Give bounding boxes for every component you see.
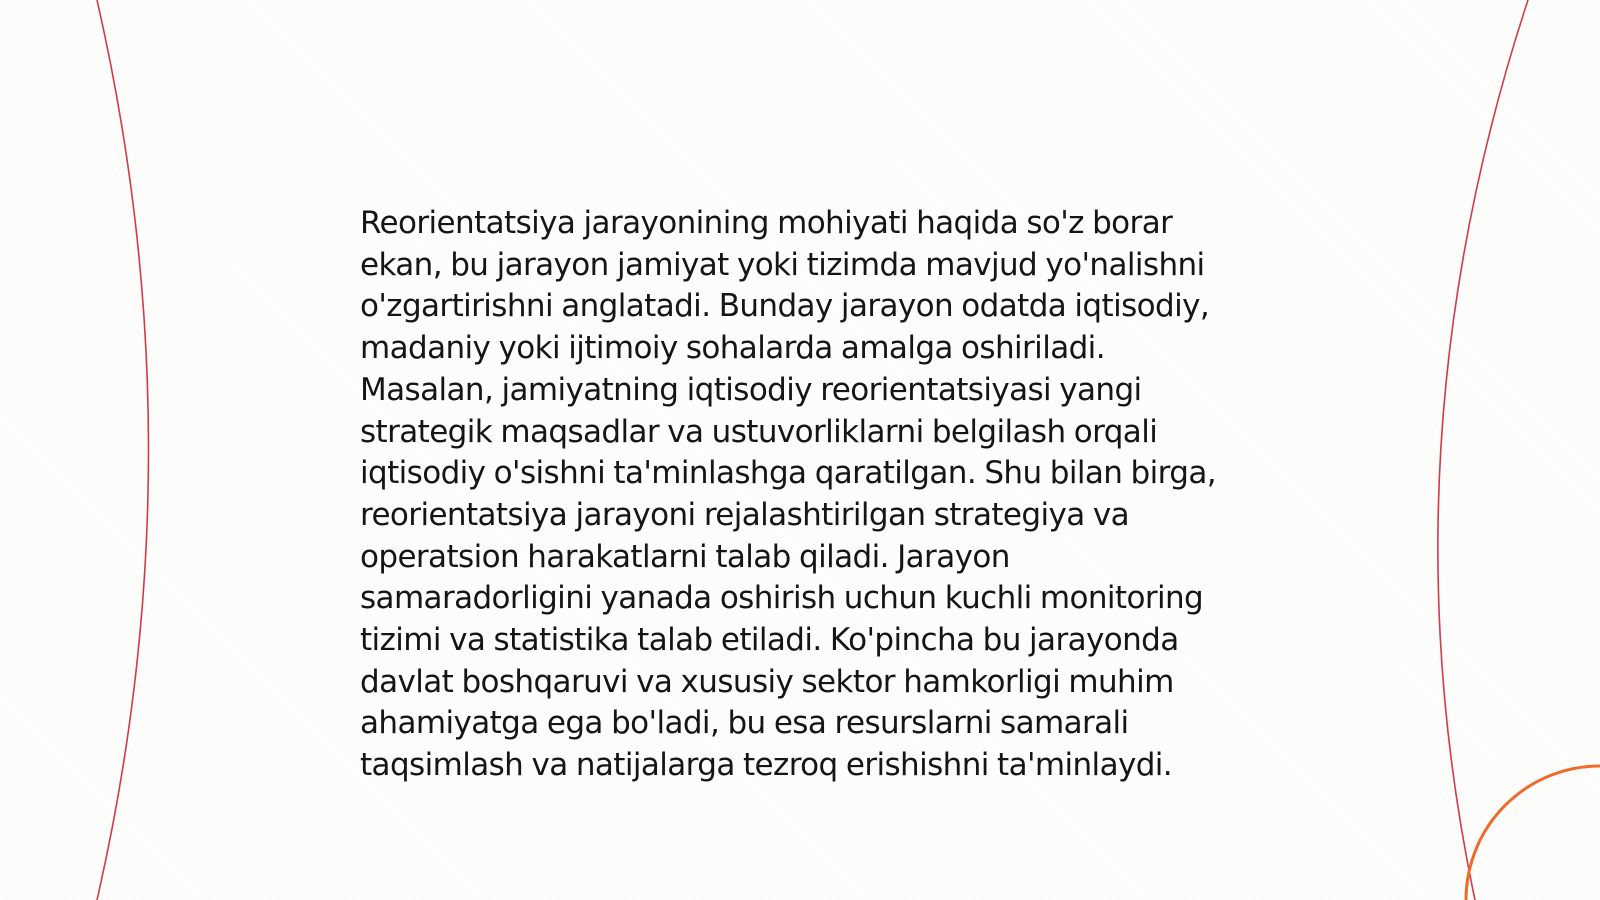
slide-body-paragraph: Reorientatsiya jarayonining mohiyati haqida so'z borar ekan, bu jarayon jamiyat yoki tizimda mavjud yo'nalishni o'zgartirishni anglatadi. Bunday jarayon odatda iqtisodiy, madaniy yoki ijtimoiy sohalarda amalga oshiriladi. Masalan, jamiyatning iqtisodiy reorientatsiyasi yangi strategik maqsadlar va ustuvorliklarni belgilash orqali iqtisodiy o'sishni ta'minlashga qaratilgan. Shu bilan birga, reorientatsiya jarayoni rejalashtirilgan strategiya va operatsion harakatlarni talab qiladi. Jarayon samaradorligini yanada oshirish uchun kuchli monitoring tizimi va statistika talab etiladi. Ko'pincha bu jarayonda davlat boshqaruvi va xususiy sektor hamkorligi muhim ahamiyatga ega bo'ladi, bu esa resurslarni samarali taqsimlash va natijalarga tezroq erishishni ta'minlaydi. xyxy=(360,205,1216,784)
orange-accent-circle xyxy=(1466,766,1600,900)
right-curve-line xyxy=(1438,0,1528,900)
left-curve-line xyxy=(97,0,149,900)
